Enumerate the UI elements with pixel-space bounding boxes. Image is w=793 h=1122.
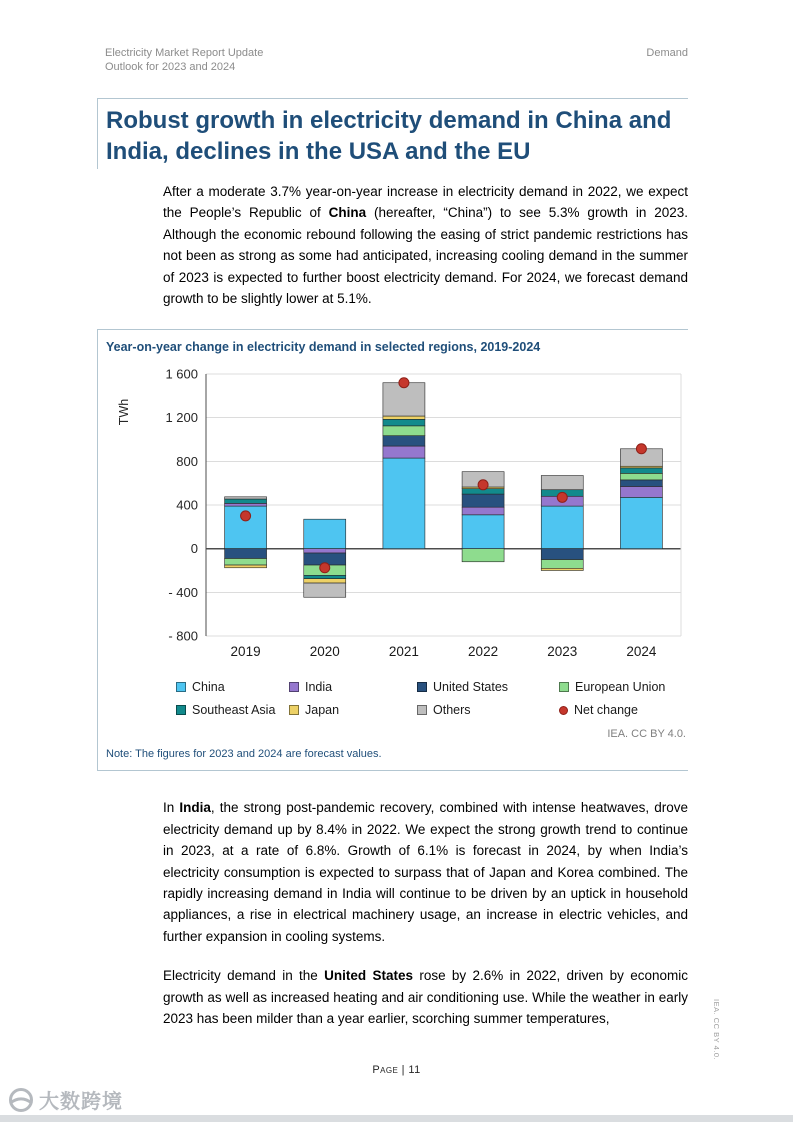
legend-label: Japan — [305, 703, 340, 718]
legend-swatch — [559, 682, 569, 692]
paragraph-united-states: Electricity demand in the United States rose by 2.6% in 2022, driven by economic growth as well as increased heating and air conditioning use. While the weather in early 2023 has been milder than a year earlier, scorching summer temperatures, — [163, 968, 689, 1027]
svg-text:800: 800 — [176, 454, 198, 470]
chart-legend — [176, 679, 688, 718]
legend-label: Others — [433, 703, 471, 718]
legend-item-others — [417, 702, 559, 718]
net-change-dot — [557, 493, 567, 503]
legend-label: Southeast Asia — [192, 703, 276, 718]
legend-item-united-states — [417, 679, 559, 695]
chart-attribution: IEA. CC BY 4.0. — [607, 728, 686, 741]
legend-swatch — [176, 682, 186, 692]
legend-label: India — [305, 680, 333, 695]
page-number: Page | 11 — [372, 1064, 421, 1076]
svg-text:1 600: 1 600 — [165, 366, 198, 382]
side-attribution: IEA. CC BY 4.0. — [712, 998, 721, 1060]
net-change-dot — [478, 480, 488, 490]
demand-chart — [106, 360, 691, 671]
legend-item-japan — [289, 702, 417, 718]
legend-swatch — [176, 705, 186, 715]
legend-item-china — [176, 679, 289, 695]
net-change-dot — [636, 444, 646, 454]
net-change-dot — [399, 378, 409, 388]
svg-text:1 200: 1 200 — [165, 410, 198, 426]
svg-text:TWh: TWh — [117, 399, 131, 426]
svg-text:2019: 2019 — [230, 644, 261, 660]
legend-label: United States — [433, 680, 509, 695]
svg-text:- 800: - 800 — [168, 628, 198, 644]
paragraph-india: In India, the strong post-pandemic recovery, combined with intense heatwaves, drove electricity demand up by 8.4% in 2022. We expect the strong growth trend to continue in 2023, at a rate of 6.8%. Growth of 6.1% is forecast in 2024, by when India’s electricity consumption is expected to surpass that of Japan and Korea combined. The rapidly increasing demand in India will continue to be driven by an uptick in household appliances, a rise in electrical machinery usage, an increase in electric vehicles, and further expansion in cooling systems. — [163, 800, 688, 944]
chart-note: Note: The figures for 2023 and 2024 are forecast values. — [106, 748, 382, 761]
chart-svg — [106, 360, 691, 666]
report-header-title — [105, 46, 263, 74]
page-title: Robust growth in electricity demand in China and India, declines in the USA and the EU — [106, 107, 672, 165]
legend-swatch — [559, 706, 568, 715]
page-content — [97, 98, 688, 1030]
svg-text:400: 400 — [176, 497, 198, 513]
svg-text:2024: 2024 — [626, 644, 657, 660]
title-block — [97, 98, 688, 169]
watermark — [8, 1085, 123, 1114]
svg-text:2021: 2021 — [388, 644, 419, 660]
page-footer — [0, 1064, 793, 1076]
legend-swatch — [289, 705, 299, 715]
legend-label: China — [192, 680, 225, 695]
net-change-dot — [241, 511, 251, 521]
legend-item-southeast-asia — [176, 702, 289, 718]
svg-text:0: 0 — [190, 541, 198, 557]
legend-swatch — [417, 705, 427, 715]
net-change-dot — [320, 563, 330, 573]
legend-item-european-union — [559, 679, 688, 695]
page-bottom-edge — [0, 1115, 793, 1122]
legend-label: European Union — [575, 680, 666, 695]
watermark-logo-icon — [8, 1087, 34, 1113]
svg-text:2022: 2022 — [468, 644, 499, 660]
legend-label: Net change — [574, 703, 638, 718]
watermark-text: 大数跨境 — [39, 1091, 123, 1113]
page-header — [105, 46, 688, 74]
header-section-label: Demand — [646, 47, 688, 59]
legend-item-india — [289, 679, 417, 695]
chart-title: Year-on-year change in electricity demand in selected regions, 2019-2024 — [106, 340, 541, 355]
legend-swatch — [289, 682, 299, 692]
chart-section — [97, 329, 688, 771]
svg-text:2023: 2023 — [547, 644, 578, 660]
paragraph-china: After a moderate 3.7% year-on-year increase in electricity demand in 2022, we expect the People’s Republic of China (hereafter, “China”) to see 5.3% growth in 2023. Although the economic rebound following the easing of strict pandemic restrictions has not been as strong as some had anticipated, increasing cooling demand in the summer of 2023 is expected to further boost electricity demand. For 2024, we forecast demand growth to be slightly lower at 5.1%. — [163, 184, 688, 307]
header-line1: Electricity Market Report Update — [105, 47, 264, 59]
legend-item-net-change — [559, 702, 688, 718]
legend-swatch — [417, 682, 427, 692]
header-line2: Outlook for 2023 and 2024 — [105, 61, 236, 73]
svg-text:2020: 2020 — [309, 644, 340, 660]
svg-text:- 400: - 400 — [168, 585, 198, 601]
